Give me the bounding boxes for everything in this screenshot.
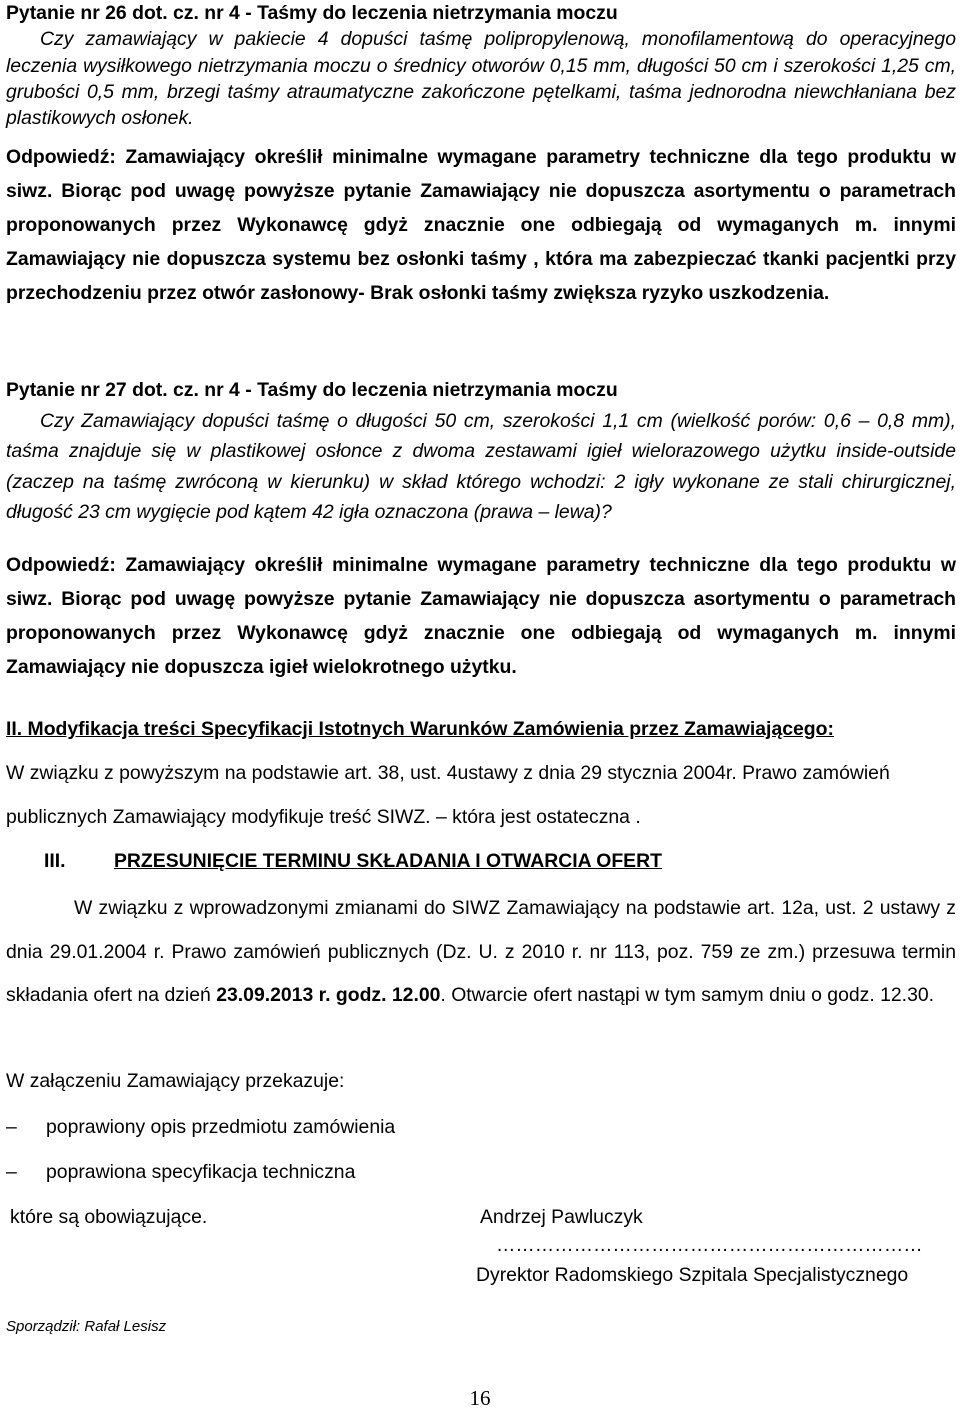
signature-dots: ………………………………………………………… [496, 1234, 923, 1256]
section-3-text [6, 887, 956, 1018]
section-2-heading: II. Modyfikacja treści Specyfikacji Istotnych Warunków Zamówienia przez Zamawiającego: [6, 718, 834, 740]
signatory-title: Dyrektor Radomskiego Szpitala Specjalistycznego [476, 1264, 909, 1286]
attachments-closing: które są obowiązujące. [10, 1206, 208, 1228]
section-2-text: W związku z powyższym na podstawie art. 38, ust. 4ustawy z dnia 29 stycznia 2004r. Prawo zamówień publicznych Zamawiający modyfikuje treść SIWZ. – która jest ostateczna . [6, 762, 890, 828]
question-26-block [6, 0, 956, 131]
dash-bullet: – [6, 1116, 17, 1138]
section-3-deadline: 23.09.2013 r. godz. 12.00 [216, 984, 441, 1007]
section-3-text-before: W związku z wprowadzonymi zmianami do SIWZ Zamawiający na podstawie art. 12a, ust. 2 ustawy z dnia 29.01.2004 r. Prawo zamówień publicznych (Dz. U. z 2010 r. nr 113, poz. 759 ze zm.) przesuwa termin składania ofert na dzień [6, 897, 956, 1007]
signatory-name: Andrzej Pawluczyk [480, 1206, 643, 1228]
attachment-label: poprawiona specyfikacja techniczna [46, 1161, 356, 1183]
section-3-heading: PRZESUNIĘCIE TERMINU SKŁADANIA I OTWARCIA OFERT [114, 850, 662, 872]
question-27-text: Czy Zamawiający dopuści taśmę o długości 50 cm, szerokości 1,1 cm (wielkość porów: 0,6 – 0,8 mm), taśma znajduje się w plastikowej osłonce z dwoma zestawami igieł wielorazowego użytku inside-outside (zaczep na taśmę zwróconą w kierunku) w skład którego wchodzi: 2 igły wykonane ze stali chirurgicznej, długość 23 cm wygięcie pod kątem 42 igła oznaczona (prawa – lewa)? [6, 409, 956, 523]
dash-bullet: – [6, 1161, 17, 1183]
question-26-text: Czy zamawiający w pakiecie 4 dopuści taśmę polipropylenową, monofilamentową do operacyjnego leczenia wysiłkowego nietrzymania moczu o średnicy otworów 0,15 mm, długości 50 cm i szerokości 1,25 cm, grubości 0,5 mm, brzegi taśmy atraumatyczne zakończone pętelkami, taśma jednorodna niewchłaniana bez plastikowych osłonek. [6, 28, 956, 130]
prepared-by: Sporządził: Rafał Lesisz [6, 1318, 167, 1335]
attachment-label: poprawiony opis przedmiotu zamówienia [46, 1116, 396, 1138]
section-3-text-after: . Otwarcie ofert nastąpi w tym samym dniu o godz. 12.30. [440, 984, 935, 1007]
section-3-numeral: III. [44, 850, 66, 872]
question-27-block [6, 375, 956, 528]
question-27-heading: Pytanie nr 27 dot. cz. nr 4 - Taśmy do leczenia nietrzymania moczu [6, 379, 618, 401]
answer-27: Odpowiedź: Zamawiający określił minimalne wymagane parametry techniczne dla tego produktu w siwz. Biorąc pod uwagę powyższe pytanie Zamawiający nie dopuszcza asortymentu o parametrach proponowanych przez Wykonawcę gdyż znacznie one odbiegają od wymaganych m. innymi Zamawiający nie dopuszcza igieł wielokrotnego użytku. [6, 554, 956, 678]
question-26-heading: Pytanie nr 26 dot. cz. nr 4 - Taśmy do leczenia nietrzymania moczu [6, 2, 618, 24]
page-number: 16 [469, 1386, 491, 1410]
answer-26: Odpowiedź: Zamawiający określił minimalne wymagane parametry techniczne dla tego produktu w siwz. Biorąc pod uwagę powyższe pytanie Zamawiający nie dopuszcza asortymentu o parametrach proponowanych przez Wykonawcę gdyż znacznie one odbiegają od wymaganych m. innymi Zamawiający nie dopuszcza systemu bez osłonki taśmy , która ma zabezpieczać tkanki pacjentki przy przechodzeniu przez otwór zasłonowy- Brak osłonki taśmy zwiększa ryzyko uszkodzenia. [6, 146, 956, 304]
attachments-intro: W załączeniu Zamawiający przekazuje: [6, 1070, 345, 1092]
